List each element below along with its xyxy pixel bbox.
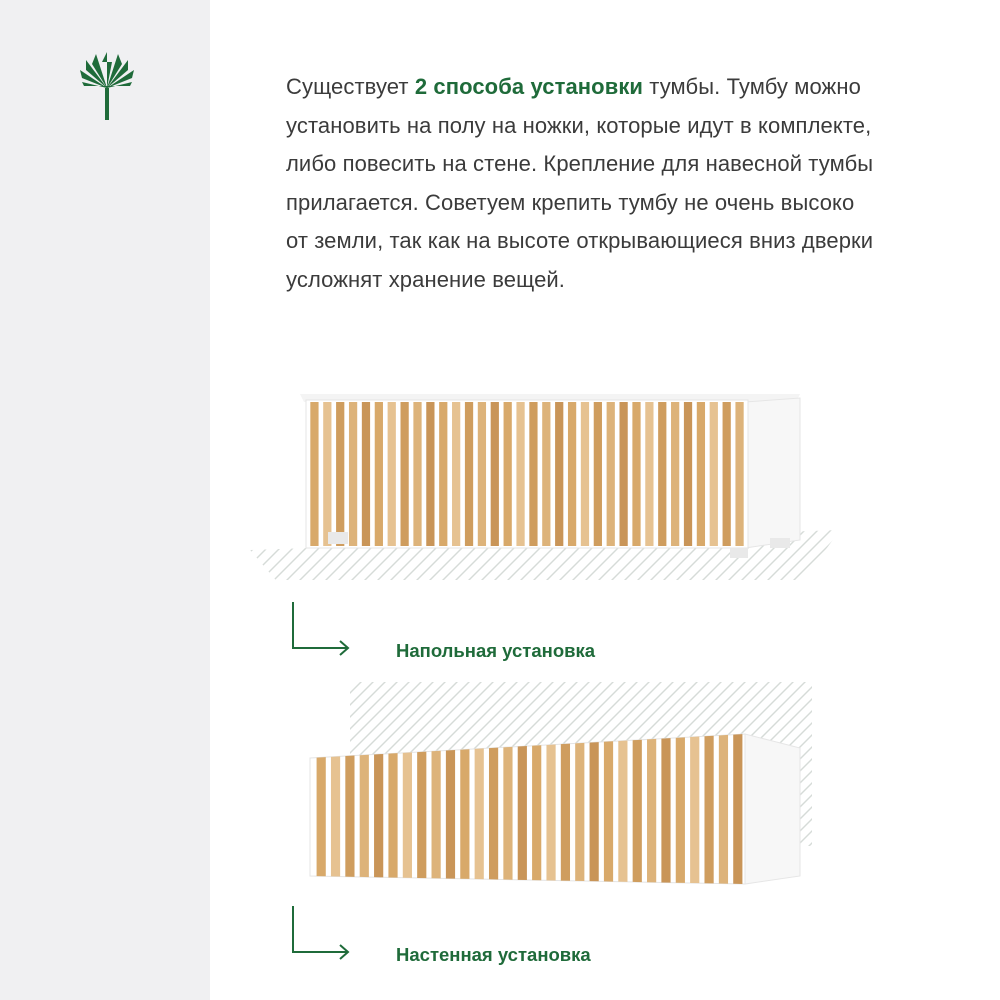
wood-slat xyxy=(417,752,426,879)
wood-slat xyxy=(503,747,512,880)
wood-slat xyxy=(336,402,344,546)
wood-slat xyxy=(310,402,318,546)
wood-slat xyxy=(733,734,742,884)
wood-slat xyxy=(317,757,326,876)
floor-installation-caption xyxy=(290,600,596,661)
wood-slat xyxy=(388,753,397,877)
floor-cabinet-illustration xyxy=(240,380,840,580)
wood-slat xyxy=(561,744,570,881)
description-body: тумбы. Тумбу можно установить на полу на ножки, которые идут в комплекте, либо повесить на стене. Крепление для навесной тумбы прилагается. Советуем крепить тумбу не очень высоко от земли, так как на высоте открывающиеся вниз дверки усложнят хранение вещей. xyxy=(286,74,874,292)
wood-slat xyxy=(690,737,699,884)
wood-slat xyxy=(518,746,527,880)
wall-cabinet-illustration xyxy=(240,676,840,886)
wood-slat xyxy=(439,402,447,546)
wood-slat xyxy=(489,748,498,880)
wood-slat xyxy=(546,744,555,880)
wood-slat xyxy=(532,745,541,880)
wood-slat xyxy=(491,402,499,546)
fan-plant-logo-icon xyxy=(78,52,136,120)
wood-slat xyxy=(323,402,331,546)
wood-slat xyxy=(581,402,589,546)
wood-slat xyxy=(349,402,357,546)
sidebar xyxy=(0,0,210,1000)
wood-slat xyxy=(529,402,537,546)
wood-slat xyxy=(452,402,460,546)
wood-slat xyxy=(684,402,692,546)
wood-slat xyxy=(345,756,354,877)
wood-slat xyxy=(632,402,640,546)
wood-slat xyxy=(400,402,408,546)
wood-slat xyxy=(432,751,441,879)
wood-slat xyxy=(568,402,576,546)
wood-slat xyxy=(719,735,728,884)
floor-installation-label: Напольная установка xyxy=(396,640,596,661)
wood-slat xyxy=(590,742,599,881)
wood-slat xyxy=(618,740,627,881)
wood-slat xyxy=(374,754,383,877)
wood-slat xyxy=(375,402,383,546)
wood-slat xyxy=(575,743,584,881)
corner-arrow-icon xyxy=(290,904,354,962)
wood-slat xyxy=(426,402,434,546)
wood-slat xyxy=(697,402,705,546)
wood-slat xyxy=(704,736,713,884)
wood-slat xyxy=(710,402,718,546)
wood-slat xyxy=(555,402,563,546)
wood-slat xyxy=(723,402,731,546)
wood-slat xyxy=(735,402,743,546)
wall-installation-label: Настенная установка xyxy=(396,944,591,965)
wood-slat xyxy=(676,737,685,883)
wood-slat xyxy=(604,741,613,881)
wood-slat xyxy=(460,749,469,879)
wood-slat xyxy=(331,756,340,876)
wood-slat xyxy=(362,402,370,546)
wood-slat xyxy=(645,402,653,546)
description-prefix: Существует xyxy=(286,74,415,99)
wood-slat xyxy=(475,748,484,879)
wood-slat xyxy=(658,402,666,546)
wood-slat xyxy=(403,752,412,878)
wood-slat xyxy=(446,750,455,879)
wood-slat xyxy=(504,402,512,546)
wood-slat xyxy=(671,402,679,546)
wood-slat xyxy=(465,402,473,546)
wood-slat xyxy=(607,402,615,546)
wood-slat xyxy=(478,402,486,546)
wood-slat xyxy=(647,739,656,882)
wood-slat xyxy=(661,738,670,883)
installation-description xyxy=(286,68,876,299)
wood-slat xyxy=(516,402,524,546)
wood-slat xyxy=(388,402,396,546)
wood-slat xyxy=(360,755,369,877)
wood-slat xyxy=(594,402,602,546)
corner-arrow-icon xyxy=(290,600,354,658)
wood-slat xyxy=(413,402,421,546)
wood-slat xyxy=(633,740,642,882)
wood-slat xyxy=(542,402,550,546)
wall-installation-caption xyxy=(290,904,591,965)
description-highlight: 2 способа установки xyxy=(414,74,644,99)
wood-slat xyxy=(619,402,627,546)
